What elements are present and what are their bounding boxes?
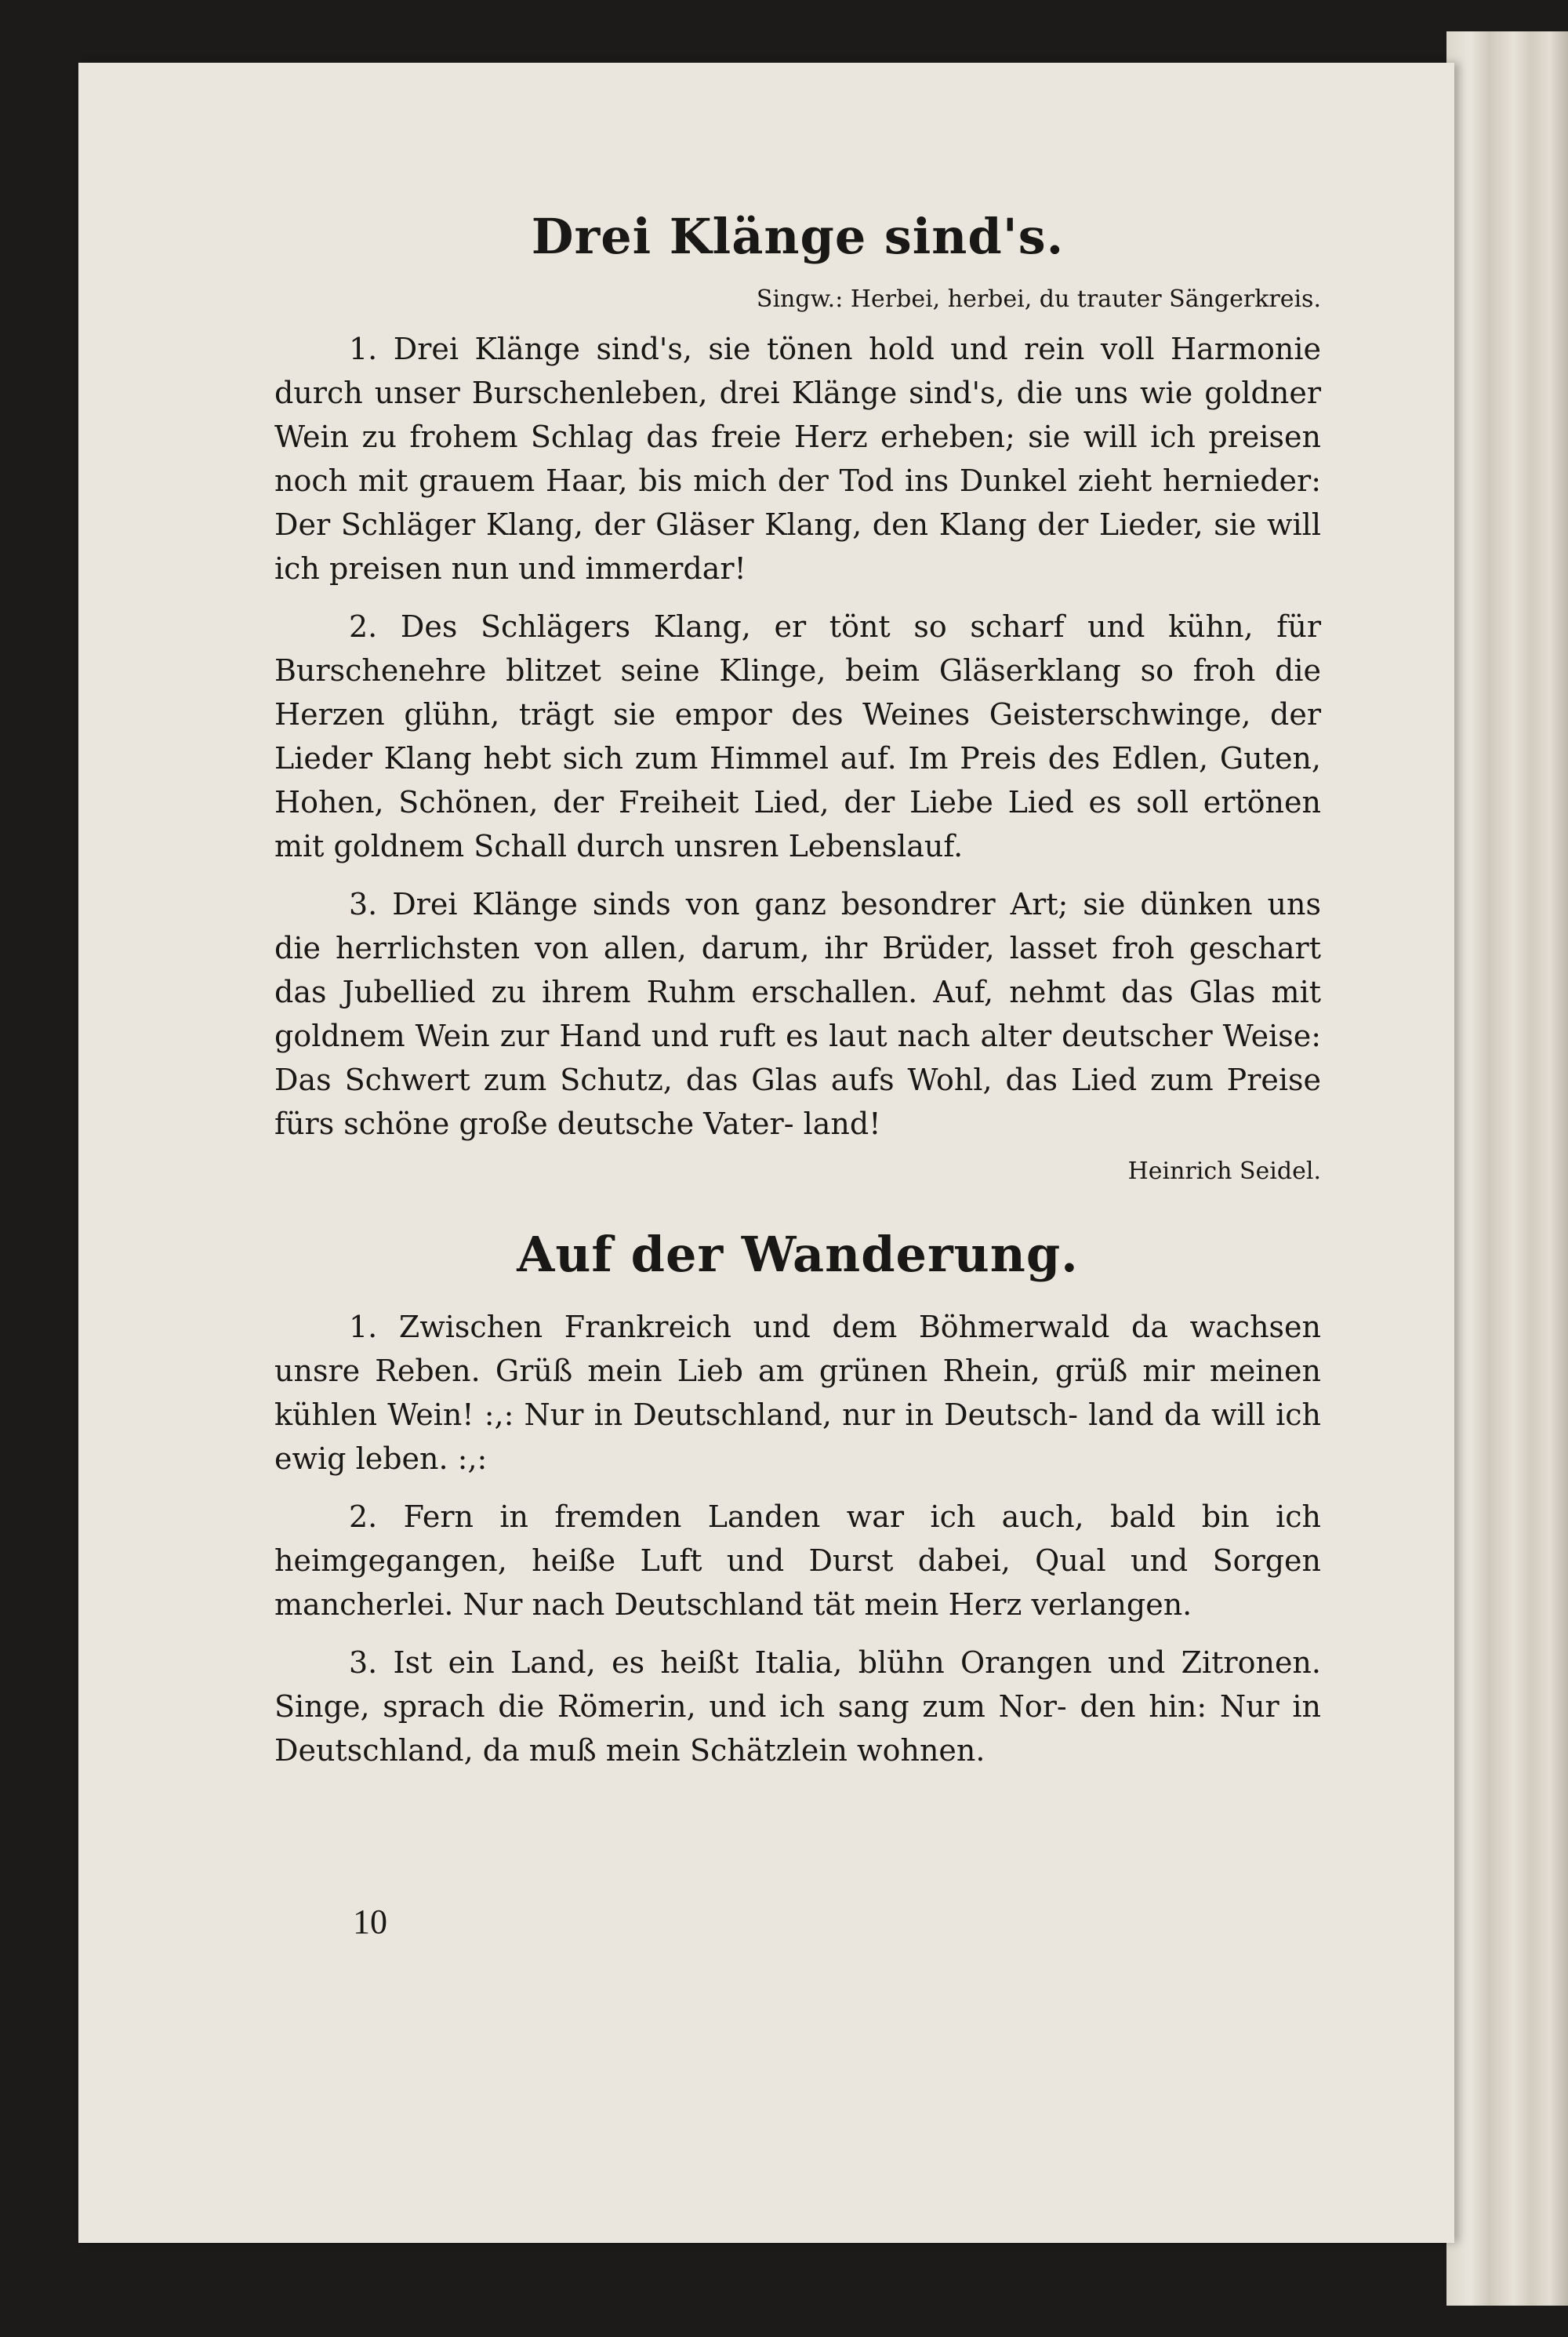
poem-title: Auf der Wanderung. xyxy=(517,1226,1079,1284)
verse: 1. Drei Klänge sind's, sie tönen hold und rein voll Harmonie durch unser Burschenleben, drei Klänge sind's, die uns wie goldner Wein zu frohem Schlag das freie Herz erheben; sie will ich preisen noch mit grauem Haar, bis mich der Tod ins Dunkel zieht hernieder: Der Schläger Klang, der Gläser Klang, den Klang der Lieder, sie will ich preisen nun und immerdar! xyxy=(274,332,1321,587)
verse: 3. Drei Klänge sinds von ganz besondrer Art; sie dünken uns die herrlichsten von allen, darum, ihr Brüder, lasset froh geschart das Jubellied zu ihrem Ruhm erschallen. Auf, nehmt das Glas mit goldnem Wein zur Hand und ruft es laut nach alter deutscher Weise: Das Schwert zum Schutz, das Glas aufs Wohl, das Lied zum Preise fürs schöne große deutsche Vater- land! xyxy=(274,887,1321,1142)
verse: 2. Fern in fremden Landen war ich auch, bald bin ich heimgegangen, heiße Luft und Durst dabei, Qual und Sorgen mancherlei. Nur nach Deutschland tät mein Herz verlangen. xyxy=(274,1499,1321,1622)
page-number: 10 xyxy=(353,1903,387,1941)
book-page-edges xyxy=(1446,31,1568,2306)
melody-note: Singw.: Herbei, herbei, du trauter Sängerkreis. xyxy=(756,285,1321,314)
verse: 1. Zwischen Frankreich und dem Böhmerwald da wachsen unsre Reben. Grüß mein Lieb am grünen Rhein, grüß mir meinen kühlen Wein! :,: Nur in Deutschland, nur in Deutsch- land da will ich ewig leben. :,: xyxy=(274,1309,1321,1476)
poem-title: Drei Klänge sind's. xyxy=(531,208,1065,265)
page-content xyxy=(274,208,1321,1786)
verse: 2. Des Schlägers Klang, er tönt so scharf und kühn, für Burschenehre blitzet seine Klinge, beim Gläserklang so froh die Herzen glühn, trägt sie empor des Weines Geisterschwinge, der Lieder Klang hebt sich zum Himmel auf. Im Preis des Edlen, Guten, Hohen, Schönen, der Freiheit Lied, der Liebe Lied es soll ertönen mit goldnem Schall durch unsren Lebenslauf. xyxy=(274,609,1321,864)
verse: 3. Ist ein Land, es heißt Italia, blühn Orangen und Zitronen. Singe, sprach die Römerin, und ich sang zum Nor- den hin: Nur in Deutschland, da muß mein Schätzlein wohnen. xyxy=(274,1645,1321,1768)
author-credit: Heinrich Seidel. xyxy=(1127,1158,1321,1186)
